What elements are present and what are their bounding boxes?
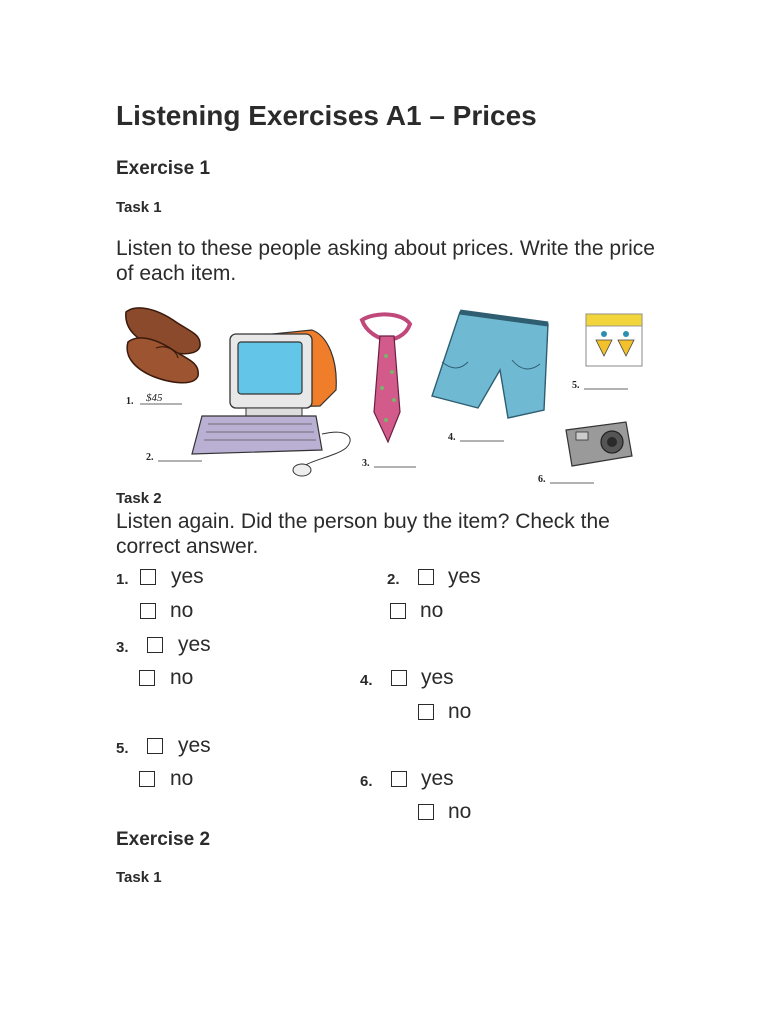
question-5-yes-label: yes [178, 734, 211, 757]
camera-image [566, 422, 632, 466]
question-1-yes-label: yes [171, 565, 204, 588]
items-illustration [116, 300, 651, 490]
question-6-number: 6. [360, 773, 373, 790]
exercise-2-task-1-heading: Task 1 [116, 869, 162, 886]
shorts-image [432, 312, 548, 418]
exercise-1-task-2-heading: Task 2 [116, 490, 162, 507]
question-2-yes-label: yes [448, 565, 481, 588]
question-5-number: 5. [116, 740, 129, 757]
question-1-no-checkbox[interactable] [140, 603, 156, 619]
exercise-1-task-2-instruction: Listen again. Did the person buy the item? Check the correct answer. [116, 510, 610, 558]
question-2-number: 2. [387, 571, 400, 588]
question-5-no-label: no [170, 767, 194, 790]
question-6-yes-checkbox[interactable] [391, 771, 407, 787]
question-3-yes-checkbox[interactable] [147, 637, 163, 653]
question-1-no-label: no [170, 599, 194, 622]
question-1-yes-checkbox[interactable] [140, 569, 156, 585]
example-answer: $45 [146, 392, 163, 404]
exercise-1-heading: Exercise 1 [116, 158, 211, 179]
question-3-number: 3. [116, 639, 129, 656]
item-label-6: 6. [538, 474, 546, 485]
question-4-yes-checkbox[interactable] [391, 670, 407, 686]
question-6-yes-label: yes [421, 767, 454, 790]
exercise-1-task-1-heading: Task 1 [116, 199, 162, 216]
exercise-1-task-1-instruction: Listen to these people asking about prices. Write the price of each item. [116, 237, 655, 285]
question-3-no-checkbox[interactable] [139, 670, 155, 686]
question-3-yes-label: yes [178, 633, 211, 656]
question-2-no-checkbox[interactable] [390, 603, 406, 619]
question-2-no-label: no [420, 599, 444, 622]
question-5-yes-checkbox[interactable] [147, 738, 163, 754]
question-6-no-checkbox[interactable] [418, 804, 434, 820]
item-label-5: 5. [572, 380, 580, 391]
tie-image [362, 314, 410, 442]
question-6-no-label: no [448, 800, 472, 823]
question-4-yes-label: yes [421, 666, 454, 689]
question-4-no-label: no [448, 700, 472, 723]
item-label-1: 1. [126, 396, 134, 407]
question-4-no-checkbox[interactable] [418, 704, 434, 720]
exercise-2-heading: Exercise 2 [116, 829, 211, 850]
page-title: Listening Exercises A1 – Prices [116, 100, 537, 131]
question-4-number: 4. [360, 672, 373, 689]
item-label-4: 4. [448, 432, 456, 443]
item-label-2: 2. [146, 452, 154, 463]
computer-image [192, 330, 350, 476]
earrings-image [586, 314, 642, 366]
shoes-image [126, 308, 200, 383]
question-2-yes-checkbox[interactable] [418, 569, 434, 585]
question-5-no-checkbox[interactable] [139, 771, 155, 787]
question-1-number: 1. [116, 571, 129, 588]
item-label-3: 3. [362, 458, 370, 469]
question-3-no-label: no [170, 666, 194, 689]
